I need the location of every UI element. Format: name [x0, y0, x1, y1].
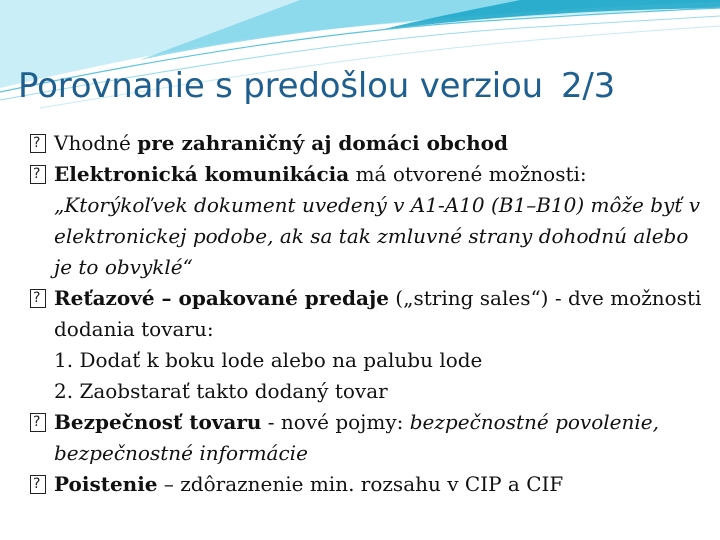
bullet-3-bold: Reťazové – opakované predaje	[54, 286, 389, 310]
bullet-2-quote: „Ktorýkoľvek dokument uvedený v A1-A10 (B1–B10) môže byť v elektronickej podobe, ak sa tak zmluvné strany dohodnú alebo je to obvyklé“	[54, 193, 701, 279]
bullet-4-terms: bezpečnostné povolenie, bezpečnostné informácie	[54, 410, 659, 465]
bullet-item-2	[30, 159, 710, 283]
bullet-item-4	[30, 407, 710, 469]
bullet-3-option-2: 2. Zaobstarať takto dodaný tovar	[54, 379, 388, 403]
bullet-5-bold: Poistenie	[54, 472, 158, 496]
missing-glyph-bullet-icon	[30, 289, 46, 308]
page-title	[18, 66, 615, 106]
bullet-1-bold: pre zahraničný aj domáci obchod	[137, 131, 508, 155]
bullet-item-5	[30, 469, 710, 500]
bullet-1-text: Vhodné	[54, 131, 138, 155]
bullet-2-bold: Elektronická komunikácia	[54, 162, 350, 186]
missing-glyph-bullet-icon	[30, 413, 46, 432]
bullet-item-3	[30, 283, 710, 407]
header-wave-decoration	[0, 0, 720, 130]
missing-glyph-bullet-icon	[30, 134, 46, 153]
title-text: Porovnanie s predošlou verziou	[18, 66, 543, 106]
missing-glyph-bullet-icon	[30, 165, 46, 184]
bullet-5-text: – zdôraznenie min. rozsahu v CIP a CIF	[157, 472, 564, 496]
bullet-4-bold: Bezpečnosť tovaru	[54, 410, 262, 434]
bullet-3-text: („string sales“) - dve možnosti dodania tovaru:	[54, 286, 702, 341]
bullet-item-1	[30, 128, 710, 159]
missing-glyph-bullet-icon	[30, 475, 46, 494]
bullet-3-option-1: 1. Dodať k boku lode alebo na palubu lode	[54, 348, 483, 372]
bullet-2-text: má otvorené možnosti:	[349, 162, 587, 186]
bullet-4-text: - nové pojmy:	[261, 410, 410, 434]
bullet-list	[30, 128, 710, 500]
title-page-number: 2/3	[560, 66, 616, 106]
